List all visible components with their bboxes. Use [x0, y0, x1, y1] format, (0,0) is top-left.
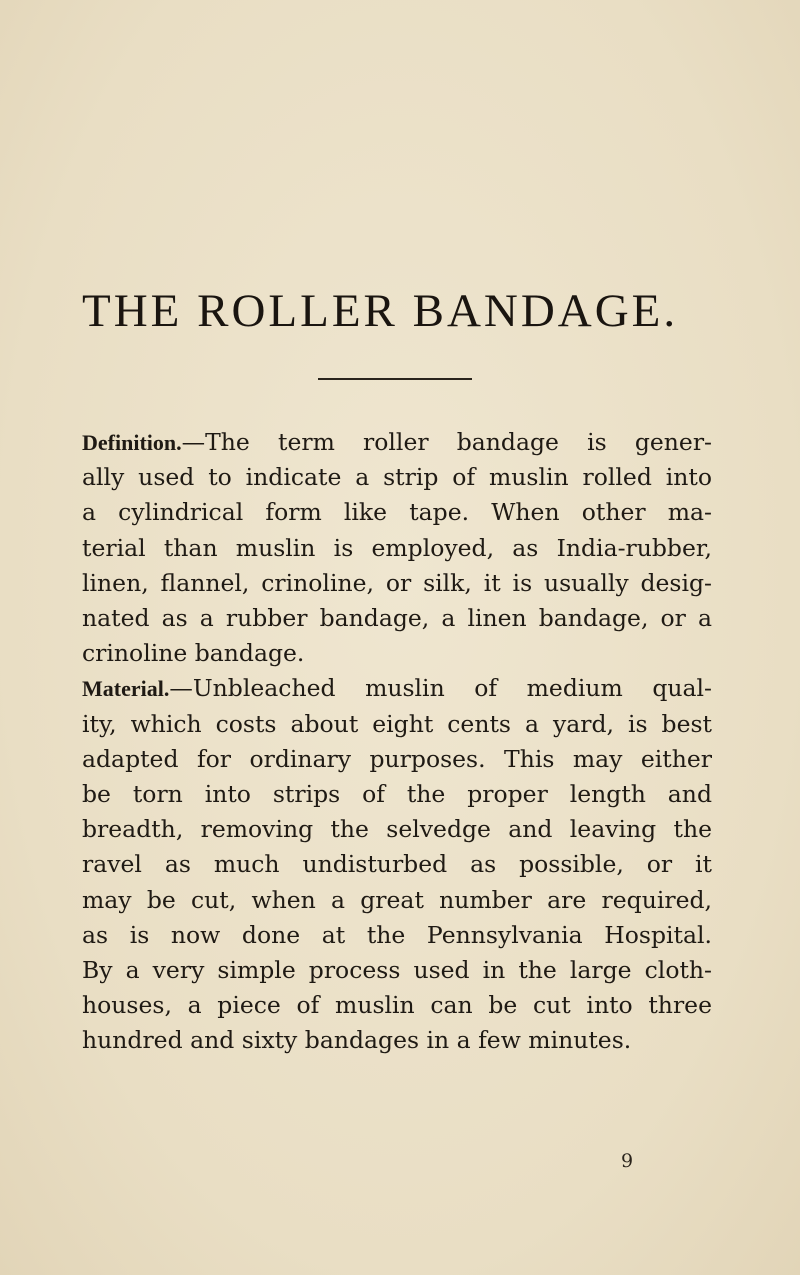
- text-line: crinoline bandage.: [82, 639, 305, 668]
- text-line: adapted for ordinary purposes. This may either: [82, 744, 712, 773]
- material-heading: Material.: [82, 676, 170, 702]
- text-line: By a very simple process used in the large cloth-: [82, 956, 712, 985]
- text-line: houses, a piece of muslin can be cut into three: [82, 991, 712, 1020]
- text-line: breadth, removing the selvedge and leaving the: [82, 815, 712, 844]
- text-line: ity, which costs about eight cents a yard, is best: [82, 709, 712, 738]
- text-line: Definition.—The term roller bandage is gener-: [82, 428, 712, 456]
- text-line: nated as a rubber bandage, a linen bandage, or a: [82, 604, 712, 633]
- definition-heading: Definition.: [82, 430, 182, 455]
- title-divider: [318, 378, 472, 380]
- text-line: ally used to indicate a strip of muslin rolled into: [82, 463, 712, 492]
- body-text: [82, 425, 712, 1059]
- text-line: a cylindrical form like tape. When other ma-: [82, 498, 712, 527]
- chapter-title: THE ROLLER BANDAGE.: [82, 285, 679, 337]
- text-line: linen, flannel, crinoline, or silk, it is usually desig-: [82, 568, 712, 597]
- text-line: ravel as much undisturbed as possible, or it: [82, 850, 712, 879]
- text-line: be torn into strips of the proper length and: [82, 780, 712, 809]
- text-line: hundred and sixty bandages in a few minutes.: [82, 1026, 632, 1055]
- text-line: Material.—Unbleached muslin of medium qual-: [82, 674, 712, 703]
- text-line: as is now done at the Pennsylvania Hospital.: [82, 920, 712, 949]
- text-line: may be cut, when a great number are required,: [82, 885, 712, 914]
- text-line: terial than muslin is employed, as India-rubber,: [82, 533, 712, 562]
- page-number: 9: [621, 1150, 634, 1172]
